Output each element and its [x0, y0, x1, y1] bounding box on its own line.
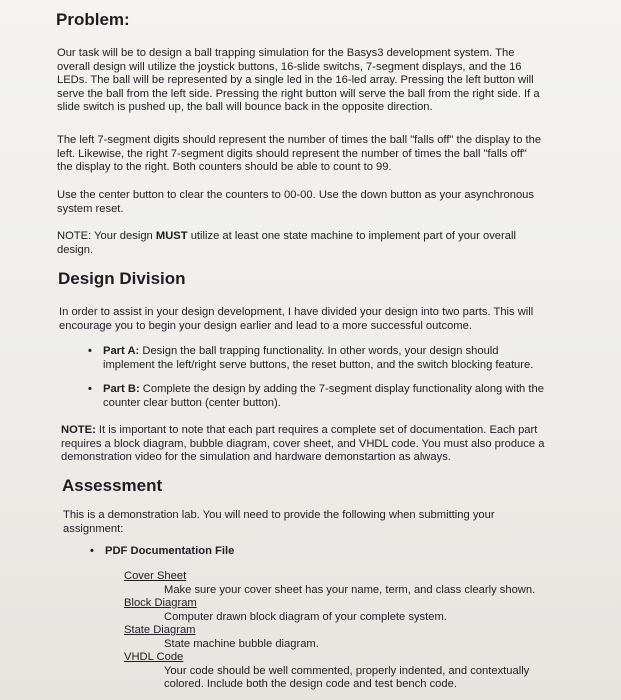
- doc-term-block-diagram: Block Diagram: [124, 597, 197, 609]
- design-division-intro: In order to assist in your design development, I have divided your design into two parts. This will encourage you to begin your design earlier and lead to a more successful outcome.: [59, 306, 534, 332]
- problem-heading: Problem:: [56, 10, 130, 29]
- doc-desc: Make sure your cover sheet has your name, term, and class clearly shown.: [164, 583, 536, 596]
- design-division-heading: Design Division: [58, 269, 186, 288]
- doc-term-cover-sheet: Cover Sheet: [124, 570, 187, 582]
- documentation-list: [124, 570, 594, 692]
- bullet-icon: •: [88, 345, 92, 357]
- doc-term-vhdl-code: VHDL Code: [124, 651, 184, 663]
- pdf-documentation-item: • PDF Documentation File: [90, 545, 235, 557]
- problem-paragraph-1: Our task will be to design a ball trapping simulation for the Basys3 development system. The overall design will utilize the joystick buttons, 16-slide switchs, 7-segment displays, and the 16 LEDs. The ball will be represented by a single led in the 16-led array. Pressing the left button will serve the ball from the left side. Pressing the right button will serve the ball from the right side. If a slide switch is pushed up, the ball will bounce back in the opposite direction.: [57, 47, 540, 113]
- bullet-icon: •: [88, 383, 92, 395]
- bullet-icon: •: [90, 545, 94, 557]
- assessment-intro: This is a demonstration lab. You will need to provide the following when submitting your assignment:: [63, 509, 495, 535]
- part-a-item: • Part A: Design the ball trapping functionality. In other words, your design should implement the left/right serve buttons, the reset button, and the switch blocking feature.: [88, 345, 534, 371]
- part-b-item: • Part B: Complete the design by adding the 7-segment display functionality along with the counter clear button (center button).: [88, 383, 544, 409]
- doc-desc: Computer drawn block diagram of your complete system.: [164, 610, 447, 623]
- doc-desc: Your code should be well commented, properly indented, and contextually: [164, 664, 530, 677]
- problem-paragraph-2: The left 7-segment digits should represent the number of times the ball "falls off" the display to the left. Likewise, the right 7-segment digits should represent the number of times the ball "falls off" the display to the right. Both counters should be able to count to 99.: [57, 134, 542, 173]
- design-division-note: NOTE: It is important to note that each part requires a complete set of documentation. Each part requires a block diagram, bubble diagram, cover sheet, and VHDL code. You must also produce a demonstration video for the simulation and hardware demonstartion as always.: [61, 424, 545, 463]
- doc-desc: colored. Include both the design code and test bench code.: [164, 678, 457, 690]
- doc-term-state-diagram: State Diagram: [124, 624, 196, 636]
- problem-note: NOTE: Your design MUST utilize at least one state machine to implement part of your overall design.: [57, 230, 516, 256]
- problem-paragraph-3: Use the center button to clear the counters to 00-00. Use the down button as your asynchronous system reset.: [57, 189, 534, 215]
- doc-desc: State machine bubble diagram.: [164, 637, 319, 650]
- assessment-heading: Assessment: [62, 476, 163, 495]
